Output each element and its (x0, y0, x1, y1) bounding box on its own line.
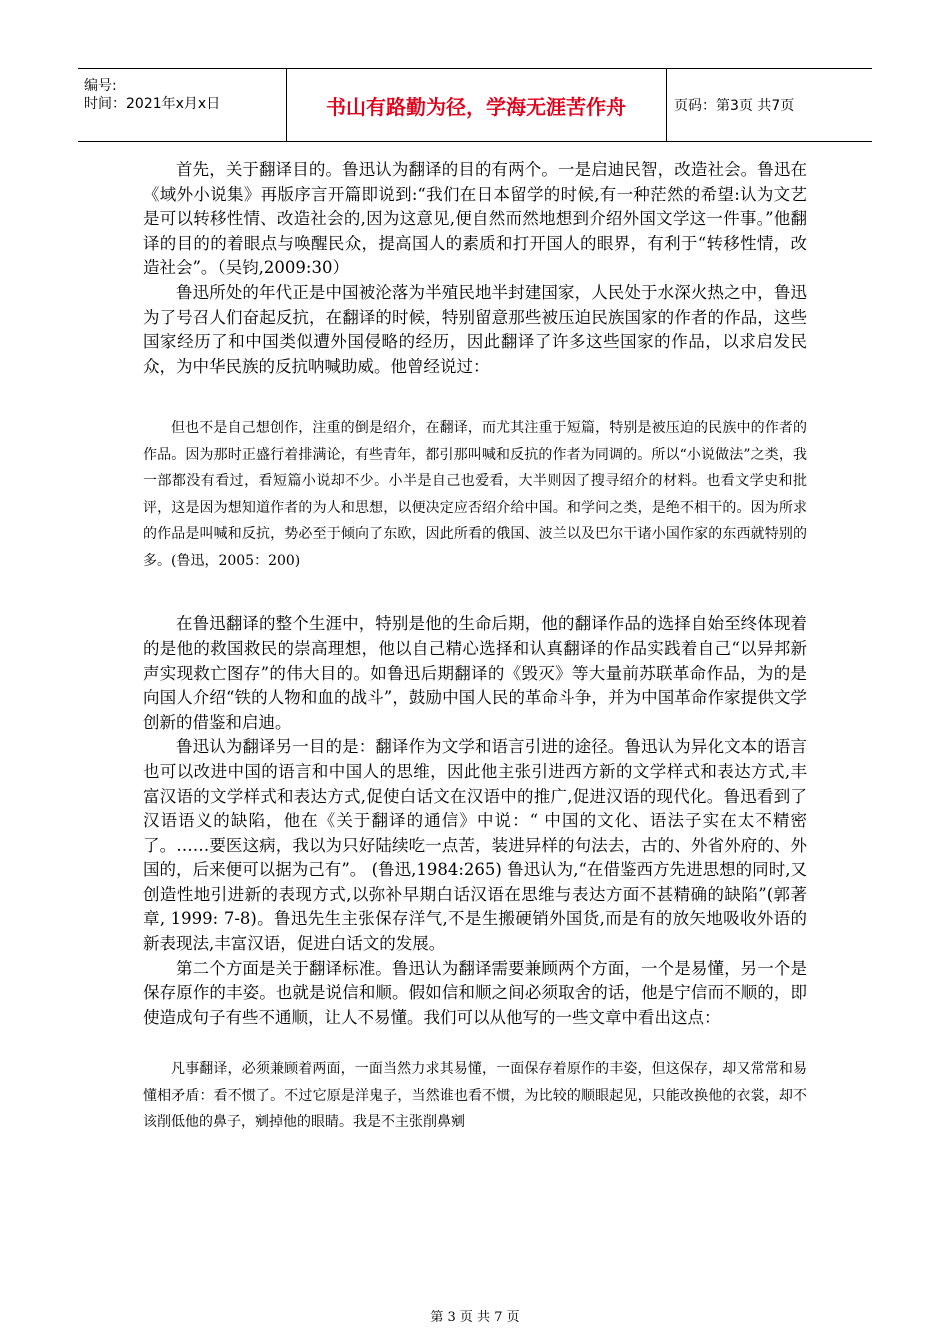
page-header (78, 68, 872, 142)
header-motto: 书山有路勤为径，学海无涯苦作舟 (286, 69, 667, 141)
paragraph-historical-context: 鲁迅所处的年代正是中国被沦落为半殖民地半封建国家，人民处于水深火热之中，鲁迅为了号召人们奋起反抗，在翻译的时候，特别留意那些被压迫民族国家的作者的作品，这些国家经历了和中国类似遭外国侵略的经历，因此翻译了许多这些国家的作品，以求启发民众，为中华民族的反抗呐喊助威。他曾经说过： (143, 282, 807, 376)
paragraph-language-introduction: 鲁迅认为翻译另一目的是：翻译作为文学和语言引进的途径。鲁迅认为异化文本的语言也可以改进中国的语言和中国人的思维，因此他主张引进西方新的文学样式和表达方式,丰富汉语的文学样式和表达方式,促使白话文在汉语中的推广,促进汉语的现代化。鲁迅看到了汉语语义的缺陷，他在《关于翻译的通信》中说：“ 中国的文化、语法子实在太不精密了。……要医这病，我以为只好陆续吃一点苦，装进异样的句法去，古的、外省外府的、外国的，后来便可以据为己有”。 (鲁迅,1984:265) 鲁迅认为,“在借鉴西方先进思想的同时,又创造性地引进新的表现方式,以弥补早期白话汉语在思维与表达方面不甚精确的缺陷”(郭著章, 1999: 7-8)。鲁迅先生主张保存洋气,不是生搬硬销外国货,而是有的放矢地吸收外语的新表现法,丰富汉语，促进白话文的发展。 (143, 737, 807, 954)
header-page-info: 页码：第3页 共7页 (674, 98, 795, 114)
paragraph-translation-purpose: 首先，关于翻译目的。鲁迅认为翻译的目的有两个。一是启迪民智，改造社会。鲁迅在《域外小说集》再版序言开篇即说到:“我们在日本留学的时候,有一种茫然的希望:认为文艺是可以转移性情、改造社会的,因为这意见,便自然而然地想到介绍外国文学这一件事。”他翻译的目的的着眼点与唤醒民众，提高国人的素质和打开国人的眼界，有利于“转移性情，改造社会”。（吴钧,2009:30） (143, 160, 807, 278)
block-quote-luxun-2: 凡事翻译，必须兼顾着两面，一面当然力求其易懂，一面保存着原作的丰姿，但这保存，却又常常和易懂相矛盾：看不惯了。不过它原是洋鬼子，当然谁也看不惯，为比较的顺眼起见，只能改换他的衣裳，却不该削低他的鼻子，剜掉他的眼睛。我是不主张削鼻剜 (143, 1061, 807, 1131)
document-date-label: 时间：2021年x月x日 (84, 96, 221, 112)
page-footer: 第 3 页 共 7 页 (430, 1310, 520, 1325)
document-body (143, 158, 807, 1136)
block-quote-luxun-1: 但也不是自己想创作，注重的倒是绍介，在翻译，而尤其注重于短篇，特别是被压迫的民族中的作者的作品。因为那时正盛行着排满论，有些青年，都引那叫喊和反抗的作者为同调的。所以“小说做法”之类，我一部都没有看过，看短篇小说却不少。小半是自己也爱看，大半则因了搜寻绍介的材料。也看文学史和批评，这是因为想知道作者的为人和思想，以便决定应否绍介给中国。和学问之类，是绝不相干的。因为所求的作品是叫喊和反抗，势必至于倾向了东欧，因此所看的俄国、波兰以及巴尔干诸小国作家的东西就特别的多。(鲁迅，2005：200) (143, 420, 807, 569)
paragraph-translation-career: 在鲁迅翻译的整个生涯中，特别是他的生命后期，他的翻译作品的选择自始至终体现着的是他的救国救民的崇高理想，他以自己精心选择和认真翻译的作品实践着自己“以异邦新声实现救亡图存”的伟大目的。如鲁迅后期翻译的《毁灭》等大量前苏联革命作品，为的是向国人介绍“铁的人物和血的战斗”，鼓励中国人民的革命斗争，并为中国革命作家提供文学创新的借鉴和启迪。 (143, 614, 807, 732)
header-meta-cell (78, 69, 287, 141)
paragraph-translation-standard: 第二个方面是关于翻译标准。鲁迅认为翻译需要兼顾两个方面，一个是易懂，另一个是保存原作的丰姿。也就是说信和顺。假如信和顺之间必须取舍的话，他是宁信而不顺的，即使造成句子有些不通顺，让人不易懂。我们可以从他写的一些文章中看出这点： (143, 958, 807, 1027)
document-number-label: 编号: (84, 78, 117, 94)
